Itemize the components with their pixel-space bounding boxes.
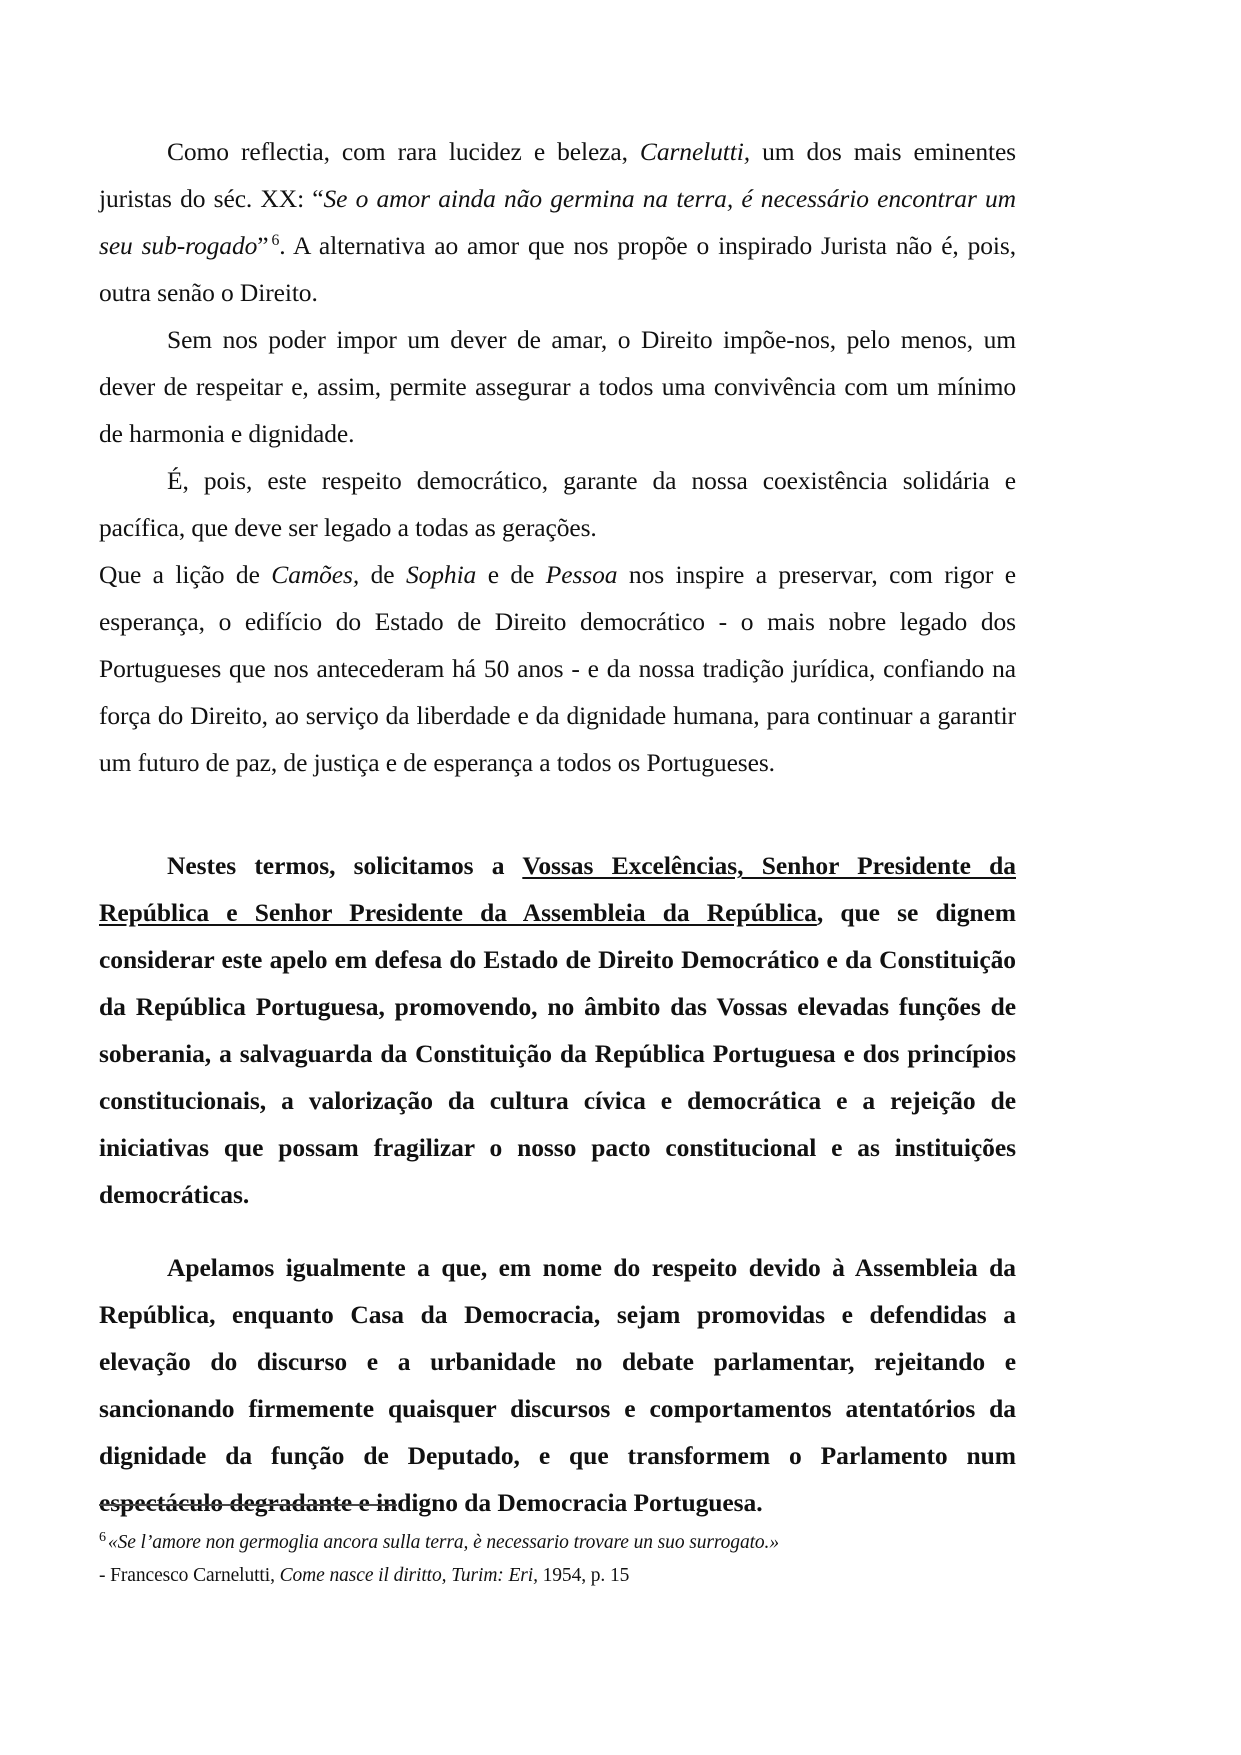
footnote-citation-suffix: 1954, p. 15	[537, 1565, 630, 1586]
author-name-carnelutti: Carnelutti,	[639, 137, 751, 166]
section-spacer	[99, 786, 1016, 842]
paragraph-4-segment-3: de	[359, 560, 406, 589]
addressees-underlined: Vossas Excelências, Senhor Presidente da República e Senhor Presidente da Assembleia da República	[99, 851, 1016, 927]
paragraph-apelamos-igualmente: Apelamos igualmente a que, em nome do respeito devido à Assembleia da República, enquanto Casa da Democracia, sejam promovidas e defendidas a elevação do discurso e a urbanidade no debate parlamentar, rejeitando e sancionando firmemente quaisquer discursos e comportamentos atentatórios da dignidade da função de Deputado, e que transformem o Parlamento num espectáculo degradante e indigno da Democracia Portuguesa.	[99, 1253, 1016, 1517]
paragraph-camoes-sophia-pessoa	[99, 551, 1016, 786]
paragraph-carnelutti	[99, 128, 1016, 316]
footnote-reference-6[interactable]: 6	[271, 231, 280, 249]
author-name-pessoa: Pessoa	[545, 560, 618, 589]
open-quote: “	[312, 184, 324, 213]
close-quote: ”	[257, 231, 269, 260]
footnote-line-citation	[99, 1559, 1016, 1592]
paragraph-1-segment-1: Como reflectia, com rara lucidez e beleza,	[167, 137, 640, 166]
paragraph-4-segment-7: nos inspire a preservar, com rigor e esperança, o edifício do Estado de Direito democrático - o mais nobre legado dos Portugueses que nos antecederam há 50 anos - e da nossa tradição jurídica, confiando na força do Direito, ao serviço da liberdade e da dignidade humana, para continuar a garantir um futuro de paz, de justiça e de esperança a todos os Portugueses.	[99, 560, 1016, 777]
author-name-sophia: Sophia	[405, 560, 477, 589]
paragraph-1-segment-8: . A alternativa ao amor que nos propõe o inspirado Jurista não é, pois, outra senão o Direito.	[99, 231, 1016, 307]
paragraph-1-segment-3: um dos mais eminentes juristas do séc. XX:	[99, 137, 1016, 213]
footnote-citation-title: Come nasce il diritto, Turim: Eri,	[279, 1565, 538, 1586]
paragraph-dever-respeitar: Sem nos poder impor um dever de amar, o Direito impõe-nos, pelo menos, um dever de respeitar e, assim, permite assegurar a todos uma convivência com um mínimo de harmonia e dignidade.	[99, 325, 1016, 448]
footnote-separator-rule	[99, 1504, 397, 1506]
paragraph-4-segment-1: Que a lição de	[99, 560, 272, 589]
footnote-marker-6: 6	[99, 1528, 106, 1545]
footnote-area	[99, 1504, 1016, 1592]
paragraph-5-segment-1: Nestes termos, solicitamos a	[167, 851, 523, 880]
paragraph-nestes-termos	[99, 842, 1016, 1218]
footnote-italian-quote: «Se l’amore non germoglia ancora sulla terra, è necessario trovare un suo surrogato.»	[107, 1532, 779, 1553]
paragraph-4-segment-5: e de	[476, 560, 546, 589]
quote-carnelutti: Se o amor ainda não germina na terra, é necessário encontrar um seu sub-rogado	[99, 184, 1016, 260]
author-name-camoes: Camões,	[271, 560, 360, 589]
paragraph-spacer	[99, 1218, 1016, 1244]
footnote-line-quote	[99, 1526, 1016, 1559]
footnote-citation-prefix: - Francesco Carnelutti,	[99, 1565, 280, 1586]
document-body	[99, 128, 1016, 1526]
paragraph-respeito-democratico: É, pois, este respeito democrático, garante da nossa coexistência solidária e pacífica, que deve ser legado a todas as gerações.	[99, 466, 1016, 542]
paragraph-5-segment-3: , que se dignem considerar este apelo em defesa do Estado de Direito Democrático e da Constituição da República Portuguesa, promovendo, no âmbito das Vossas elevadas funções de soberania, a salvaguarda da Constituição da República Portuguesa e dos princípios constitucionais, a valorização da cultura cívica e democrática e a rejeição de iniciativas que possam fragilizar o nosso pacto constitucional e as instituições democráticas.	[99, 898, 1016, 1209]
